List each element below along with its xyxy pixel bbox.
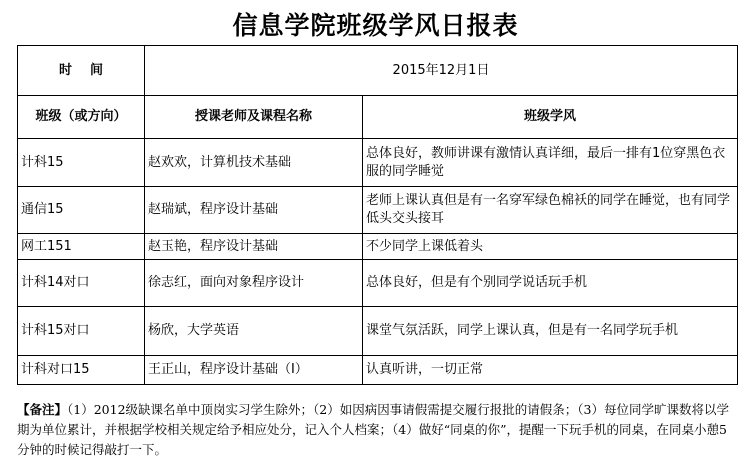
table-row (18, 139, 738, 187)
atmosphere-cell: 不少同学上课低着头 (363, 234, 738, 260)
atmosphere-cell: 认真听讲，一切正常 (363, 356, 738, 385)
teacher-course-cell: 赵玉艳，程序设计基础 (145, 234, 363, 260)
teacher-course-cell: 赵欢欢，计算机技术基础 (145, 139, 363, 187)
atmosphere-cell: 老师上课认真但是有一名穿军绿色棉袄的同学在睡觉，也有同学低头交头接耳 (363, 187, 738, 234)
table-row (18, 187, 738, 234)
class-cell: 通信15 (18, 187, 145, 234)
atmosphere-cell: 总体良好，但是有个别同学说话玩手机 (363, 260, 738, 307)
class-cell: 计科15对口 (18, 307, 145, 356)
atmosphere-header: 班级学风 (363, 96, 738, 139)
class-cell: 计科14对口 (18, 260, 145, 307)
remarks-label: 【备注】 (17, 402, 68, 417)
report-title: 信息学院班级学风日报表 (232, 11, 519, 40)
class-cell: 计科对口15 (18, 356, 145, 385)
table-row (18, 234, 738, 260)
class-cell: 计科15 (18, 139, 145, 187)
table-row (18, 260, 738, 307)
teacher-course-cell: 赵瑞斌，程序设计基础 (145, 187, 363, 234)
time-label: 时 间 (18, 46, 145, 96)
remarks (17, 400, 735, 460)
header-row (18, 96, 738, 139)
remarks-text: （1）2012级缺课名单中顶岗实习学生除外；（2）如因病因事请假需提交履行报批的请假条；（3）每位同学旷课数将以学期为单位累计，并根据学校相关规定给予相应处分，记入个人档案；（4）做好“同桌的你”，提醒一下玩手机的同桌，在同桌小憩5分钟的时候记得敲打一下。 (17, 402, 729, 457)
teacher-course-header: 授课老师及课程名称 (145, 96, 363, 139)
teacher-course-cell: 王正山，程序设计基础（I） (145, 356, 363, 385)
date-value: 2015年12月1日 (145, 46, 738, 96)
atmosphere-cell: 课堂气氛活跃，同学上课认真，但是有一名同学玩手机 (363, 307, 738, 356)
class-header: 班级（或方向） (18, 96, 145, 139)
table-row (18, 307, 738, 356)
table-row (18, 356, 738, 385)
report-table (17, 45, 738, 385)
teacher-course-cell: 徐志红，面向对象程序设计 (145, 260, 363, 307)
teacher-course-cell: 杨欣，大学英语 (145, 307, 363, 356)
atmosphere-cell: 总体良好，教师讲课有激情认真详细，最后一排有1位穿黑色衣服的同学睡觉 (363, 139, 738, 187)
time-row (18, 46, 738, 96)
class-cell: 网工151 (18, 234, 145, 260)
